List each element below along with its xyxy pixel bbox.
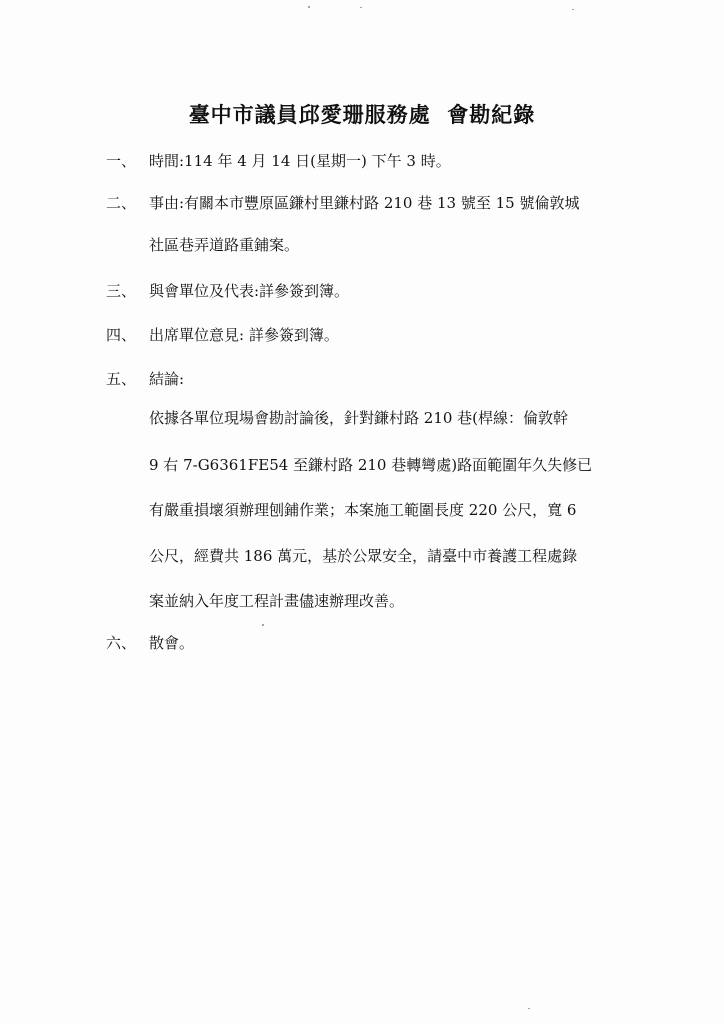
item-text: 散會。 xyxy=(149,634,195,652)
scan-speck xyxy=(308,6,310,8)
conclusion-line: 公尺，經費共 186 萬元，基於公眾安全，請臺中市養護工程處錄 xyxy=(149,547,578,565)
document-title: 臺中市議員邱愛珊服務處 會勘紀錄 xyxy=(188,102,536,127)
conclusion-line: 依據各單位現場會勘討論後，針對鎌村路 210 巷(桿線：倫敦幹 xyxy=(149,409,569,427)
conclusion-line: 9 右 7-G6361FE54 至鎌村路 210 巷轉彎處)路面範圍年久失修已 xyxy=(149,456,593,474)
item-number: 五、 xyxy=(106,370,137,388)
item-number: 六、 xyxy=(106,634,137,652)
item-text: 出席單位意見: 詳參簽到簿。 xyxy=(149,326,339,344)
item-subject-continued: 社區巷弄道路重鋪案。 xyxy=(149,236,300,254)
conclusion-line: 案並納入年度工程計畫儘速辦理改善。 xyxy=(149,592,405,610)
scan-speck xyxy=(360,7,362,8)
item-text: 與會單位及代表:詳參簽到簿。 xyxy=(149,282,350,300)
item-text: 時間:114 年 4 月 14 日(星期一) 下午 3 時。 xyxy=(149,152,451,170)
item-number: 二、 xyxy=(106,194,137,212)
item-number: 四、 xyxy=(106,326,137,344)
item-text: 事由:有關本市豐原區鎌村里鎌村路 210 巷 13 號至 15 號倫敦城 xyxy=(149,194,580,212)
scan-speck xyxy=(572,9,574,10)
item-number: 三、 xyxy=(106,282,137,300)
conclusion-line: 有嚴重損壞須辦理刨鋪作業；本案施工範圍長度 220 公尺，寬 6 xyxy=(149,501,577,519)
item-text: 結論: xyxy=(149,370,185,388)
scan-speck xyxy=(528,1008,530,1009)
scan-speck xyxy=(262,624,264,626)
item-number: 一、 xyxy=(106,152,137,170)
